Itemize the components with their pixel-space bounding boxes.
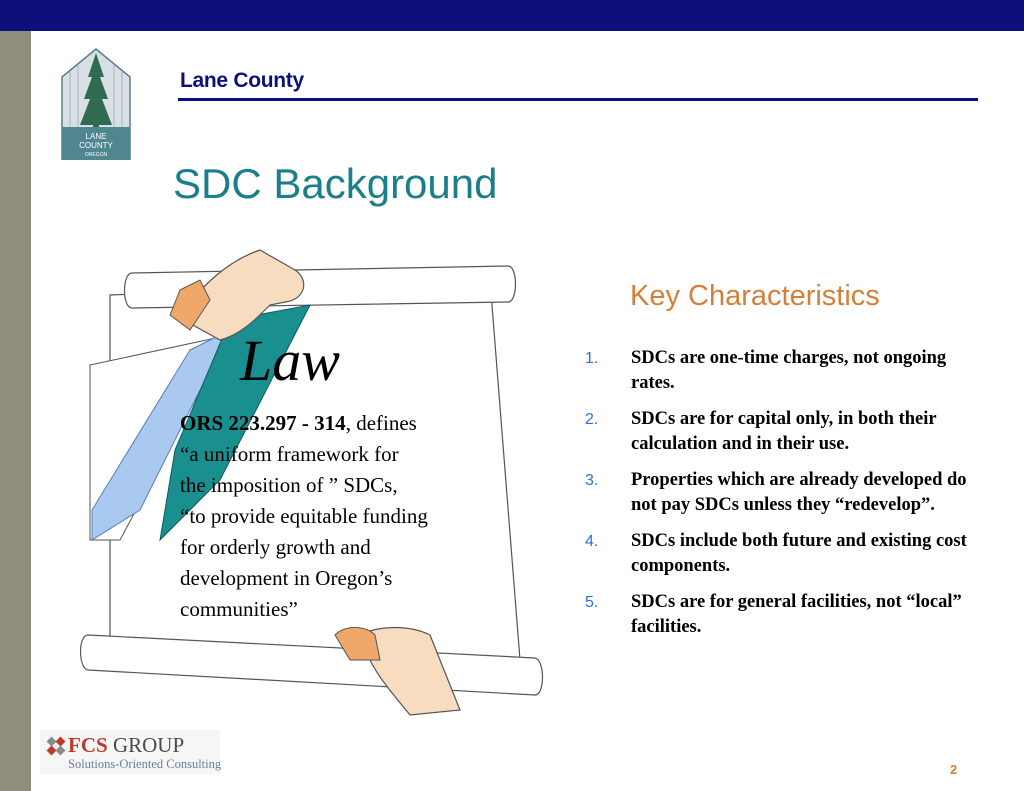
logo-line3: OREGON bbox=[84, 152, 108, 158]
law-citation: ORS 223.297 - 314 bbox=[180, 411, 346, 435]
list-item-text: SDCs include both future and existing cost components. bbox=[631, 531, 967, 576]
law-line-6: communities” bbox=[180, 597, 298, 621]
key-characteristics-heading: Key Characteristics bbox=[630, 280, 880, 312]
list-item-text: Properties which are already developed do not pay SDCs unless they “redevelop”. bbox=[631, 470, 967, 515]
list-item-number: 2. bbox=[585, 411, 599, 428]
list-item bbox=[585, 407, 970, 457]
fcs-tagline: Solutions-Oriented Consulting bbox=[68, 757, 222, 771]
list-item bbox=[585, 346, 970, 396]
law-description bbox=[180, 408, 490, 625]
logo-line1: LANE bbox=[85, 132, 107, 141]
law-heading: Law bbox=[240, 328, 340, 393]
lane-county-logo bbox=[60, 47, 132, 160]
list-item-number: 3. bbox=[585, 472, 599, 489]
law-line-3: “to provide equitable funding bbox=[180, 504, 428, 528]
list-item-number: 5. bbox=[585, 594, 599, 611]
list-item-number: 4. bbox=[585, 533, 599, 550]
law-line-1: “a uniform framework for bbox=[180, 442, 399, 466]
top-banner bbox=[0, 0, 1024, 31]
list-item-text: SDCs are one-time charges, not ongoing rates. bbox=[631, 348, 947, 393]
left-side-bar bbox=[0, 31, 31, 791]
slide-title: SDC Background bbox=[173, 160, 498, 207]
list-item bbox=[585, 590, 970, 640]
list-item bbox=[585, 529, 970, 579]
fcs-brand-name bbox=[68, 733, 184, 758]
law-line-5: development in Oregon’s bbox=[180, 566, 393, 590]
law-line-4: for orderly growth and bbox=[180, 535, 371, 559]
fcs-brand-group: GROUP bbox=[107, 733, 185, 757]
key-characteristics-list bbox=[585, 346, 970, 651]
law-line-2: the imposition of ” SDCs, bbox=[180, 473, 398, 497]
title-divider bbox=[178, 98, 978, 101]
list-item-text: SDCs are for general facilities, not “local” facilities. bbox=[631, 592, 962, 637]
page-number: 2 bbox=[950, 762, 958, 777]
fcs-brand-fcs: FCS bbox=[68, 733, 108, 757]
org-title: Lane County bbox=[180, 69, 304, 92]
list-item bbox=[585, 468, 970, 518]
list-item-text: SDCs are for capital only, in both their calculation and in their use. bbox=[631, 409, 937, 454]
law-line-0: , defines bbox=[345, 411, 417, 435]
logo-line2: COUNTY bbox=[79, 141, 113, 150]
list-item-number: 1. bbox=[585, 350, 599, 367]
